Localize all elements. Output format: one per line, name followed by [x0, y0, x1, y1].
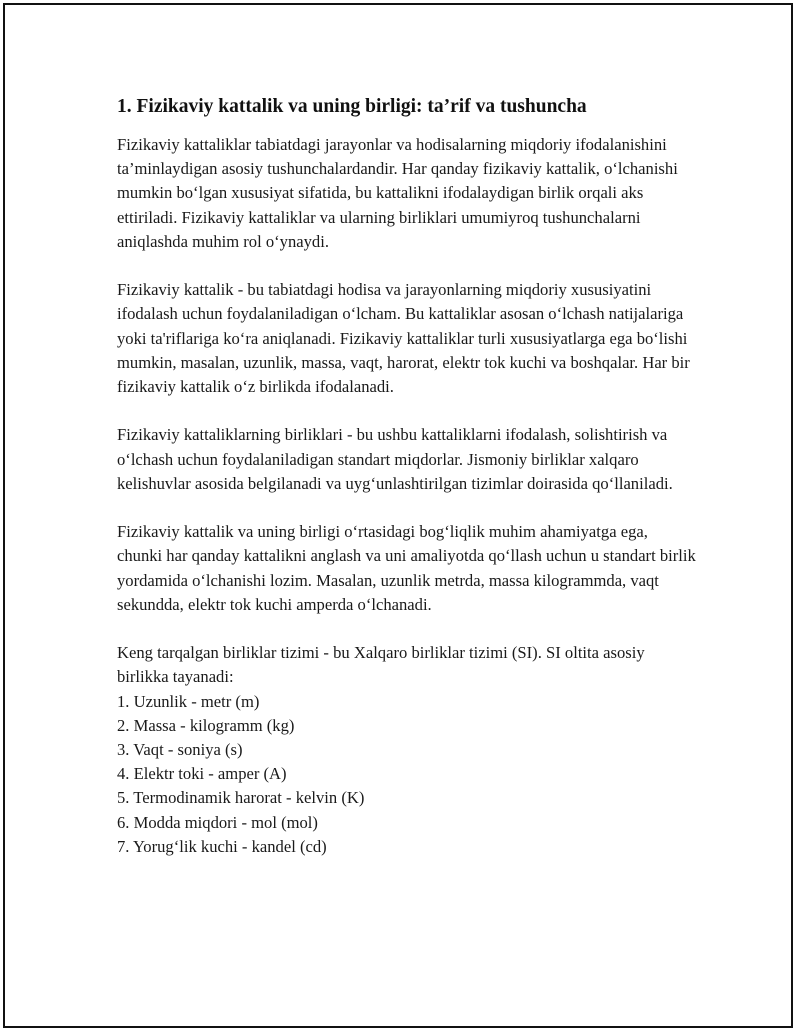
list-item: 4. Elektr toki - amper (A)	[117, 764, 287, 784]
paragraph-intro: Fizikaviy kattaliklar tabiatdagi jarayonlar va hodisalarning miqdoriy ifodalanishini ta’minlaydigan asosiy tushunchalardandir. Har qanday fizikaviy kattalik, o‘lchanishi mumkin bo‘lgan xususiyat sifatida, bu kattalikni ifodalaydigan birlik orqali aks ettiriladi. Fizikaviy kattaliklar va ularning birliklari umumiyroq tushunchalarni aniqlashda muhim rol o‘ynaydi.	[117, 135, 678, 251]
si-intro: Keng tarqalgan birliklar tizimi - bu Xalqaro birliklar tizimi (SI). SI oltita asosiy birlikka tayanadi:	[117, 643, 645, 687]
list-item: 6. Modda miqdori - mol (mol)	[117, 812, 318, 832]
list-item: 1. Uzunlik - metr (m)	[117, 691, 260, 711]
list-item: 5. Termodinamik harorat - kelvin (K)	[117, 788, 365, 808]
paragraph-units: Fizikaviy kattaliklarning birliklari - bu ushbu kattaliklarni ifodalash, solishtirish va o‘lchash uchun foydalaniladigan standart miqdorlar. Jismoniy birliklar xalqaro kelishuvlar asosida belgilanadi va uyg‘unlashtirilgan tizimlar doirasida qo‘llaniladi.	[117, 425, 673, 493]
document-body	[117, 95, 697, 859]
list-item: 7. Yorug‘lik kuchi - kandel (cd)	[117, 836, 327, 856]
paragraph-definition: Fizikaviy kattalik - bu tabiatdagi hodisa va jarayonlarning miqdoriy xususiyatini ifodalash uchun foydalaniladigan o‘lcham. Bu kattaliklar asosan o‘lchash natijalariga yoki ta'riflariga ko‘ra aniqlanadi. Fizikaviy kattaliklar turli xususiyatlarga ega bo‘lishi mumkin, masalan, uzunlik, massa, vaqt, harorat, elektr tok kuchi va boshqalar. Har bir fizikaviy kattalik o‘z birlikda ifodalanadi.	[117, 280, 690, 397]
list-item: 2. Massa - kilogramm (kg)	[117, 715, 295, 735]
list-item: 3. Vaqt - soniya (s)	[117, 740, 243, 760]
paragraph-relationship: Fizikaviy kattalik va uning birligi o‘rtasidagi bog‘liqlik muhim ahamiyatga ega, chunki har qanday kattalikni anglash va uni amaliyotda qo‘llash uchun u standart birlik yordamida o‘lchanishi lozim. Masalan, uzunlik metrda, massa kilogrammda, vaqt sekundda, elektr tok kuchi amperda o‘lchanadi.	[117, 522, 696, 614]
section-heading: 1. Fizikaviy kattalik va uning birligi: ta’rif va tushuncha	[117, 96, 587, 117]
si-units-list	[117, 690, 697, 859]
